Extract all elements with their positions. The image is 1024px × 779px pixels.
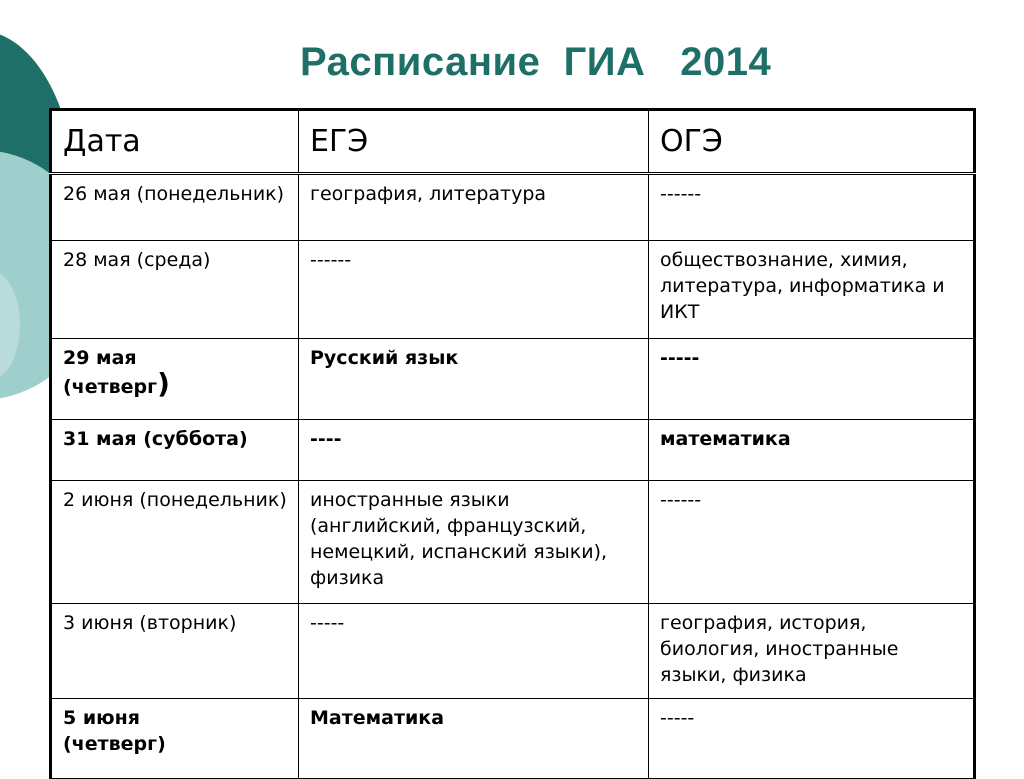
cell-oge: математика	[649, 420, 975, 481]
cell-date: 28 мая (среда)	[51, 241, 299, 339]
cell-oge: ------	[649, 174, 975, 241]
cell-ege: Математика	[299, 699, 649, 779]
table-row	[51, 339, 975, 420]
date-weekday: (четверг)	[63, 733, 166, 755]
date-day: 29 мая	[63, 347, 137, 369]
date-weekday: (четверг	[63, 376, 158, 398]
cell-oge: ------	[649, 481, 975, 604]
table-row	[51, 174, 975, 241]
cell-oge: обществознание, химия, литература, информатика и ИКТ	[649, 241, 975, 339]
cell-date: 31 мая (суббота)	[51, 420, 299, 481]
header-oge: ОГЭ	[649, 110, 975, 174]
cell-ege: Русский язык	[299, 339, 649, 420]
table-row	[51, 481, 975, 604]
page-title: Расписание ГИА 2014	[300, 40, 772, 84]
date-day: 5 июня	[63, 707, 140, 729]
cell-date	[51, 339, 299, 420]
table-header-row	[51, 110, 975, 174]
cell-oge: -----	[649, 339, 975, 420]
cell-oge: -----	[649, 699, 975, 779]
header-ege: ЕГЭ	[299, 110, 649, 174]
cell-ege: ----	[299, 420, 649, 481]
date-paren: )	[157, 367, 170, 400]
table-row	[51, 604, 975, 699]
cell-ege: география, литература	[299, 174, 649, 241]
cell-ege: ------	[299, 241, 649, 339]
cell-date: 3 июня (вторник)	[51, 604, 299, 699]
cell-oge: география, история, биология, иностранные языки, физика	[649, 604, 975, 699]
cell-ege: -----	[299, 604, 649, 699]
cell-date	[51, 699, 299, 779]
schedule-table	[49, 108, 976, 779]
header-date: Дата	[51, 110, 299, 174]
table-row	[51, 241, 975, 339]
table-row	[51, 420, 975, 481]
cell-date: 2 июня (понедельник)	[51, 481, 299, 604]
table-row	[51, 699, 975, 779]
cell-ege: иностранные языки (английский, французский, немецкий, испанский языки), физика	[299, 481, 649, 604]
cell-date: 26 мая (понедельник)	[51, 174, 299, 241]
